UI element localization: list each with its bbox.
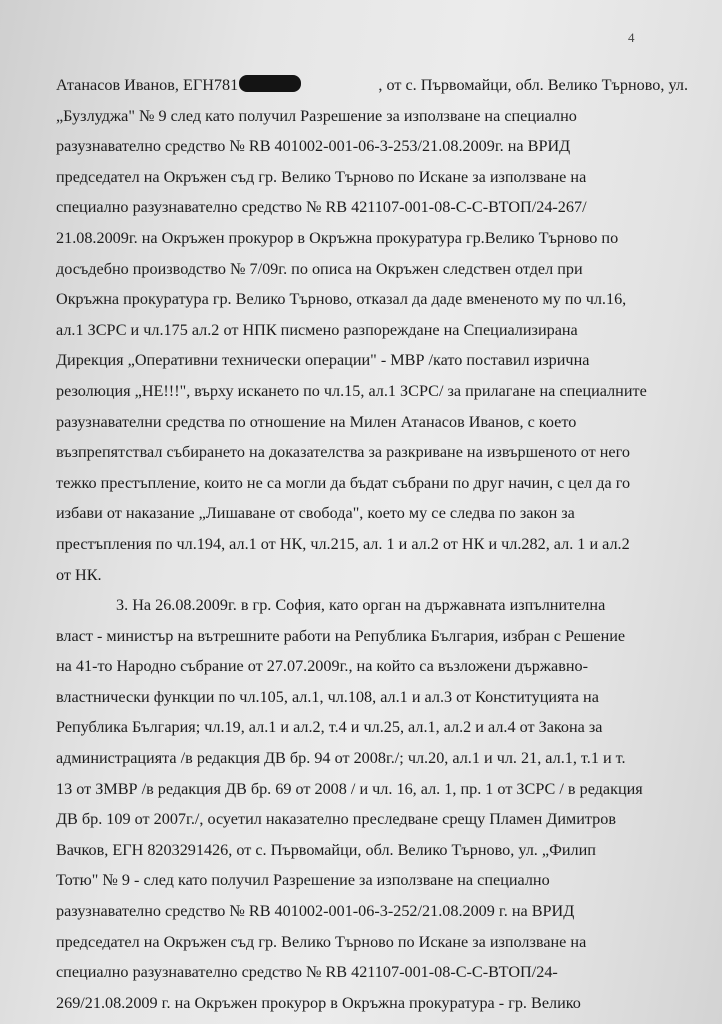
text-line: [56, 70, 688, 101]
text-line-end: , от с. Първомайци, обл. Велико Търново, ул.: [378, 76, 688, 94]
redaction-mark: [239, 75, 301, 92]
text-line: специално разузнавателно средство № RB 421107-001-08-С-С-ВТОП/24-: [56, 963, 558, 982]
text-line: Република България; чл.19, ал.1 и ал.2, т.4 и чл.25, ал.1, ал.2 и ал.4 от Закона за: [56, 718, 603, 737]
text-line: възпрепятствал събирането на доказателства за разкриване на извършеното от него: [56, 443, 630, 462]
text-line: председател на Окръжен съд гр. Велико Търново по Искане за използване на: [56, 932, 587, 951]
text-line: досъдебно производство № 7/09г. по описа на Окръжен следствен отдел при: [56, 259, 583, 278]
text-line: тежко престъпление, които не са могли да бъдат събрани по друг начин, с цел да го: [56, 473, 631, 492]
text-line: „Бузлуджа" № 9 след като получил Разрешение за използване на специално: [56, 106, 577, 125]
page-number: 4: [628, 30, 635, 45]
text-line: резолюция „НЕ!!!", върху искането по чл.15, ал.1 ЗСРС/ за прилагане на специалните: [56, 381, 647, 400]
text-line: ДВ бр. 109 от 2007г./, осуетил наказателно преследване срещу Пламен Димитров: [56, 810, 617, 829]
text-line: от НК.: [56, 565, 102, 584]
text-line: разузнавателно средство № RB 401002-001-06-3-252/21.08.2009 г. на ВРИД: [56, 902, 575, 921]
text-line: разузнавателни средства по отношение на Милен Атанасов Иванов, с което: [56, 412, 577, 431]
text-line: избави от наказание „Лишаване от свобода", което му се следва по закон за: [56, 504, 575, 523]
text-line: на 41-то Народно събрание от 27.07.2009г., на който са възложени държавно-: [56, 657, 589, 676]
text-line: администрацията /в редакция ДВ бр. 94 от 2008г./; чл.20, ал.1 и чл. 21, ал.1, т.1 и т.: [56, 749, 626, 768]
text-line: Тотю" № 9 - след като получил Разрешение за използване на специално: [56, 871, 550, 890]
text-line: Окръжна прокуратура гр. Велико Търново, отказал да даде вмененото му по чл.16,: [56, 290, 627, 309]
text-line: Вачков, ЕГН 8203291426, от с. Първомайци, обл. Велико Търново, ул. „Филип: [56, 840, 596, 859]
text-line: специално разузнавателно средство № RB 421107-001-08-С-С-ВТОП/24-267/: [56, 198, 587, 217]
text-line: разузнавателно средство № RB 401002-001-06-3-253/21.08.2009г. на ВРИД: [56, 137, 571, 156]
text-line: 21.08.2009г. на Окръжен прокурор в Окръжна прокуратура гр.Велико Търново по: [56, 228, 619, 247]
text-line: 13 от ЗМВР /в редакция ДВ бр. 69 от 2008 / и чл. 16, ал. 1, пр. 1 от ЗСРС / в редакция: [56, 779, 643, 798]
text-line: престъпления по чл.194, ал.1 от НК, чл.215, ал. 1 и ал.2 от НК и чл.282, ал. 1 и ал.2: [56, 534, 630, 553]
text-line-start: Атанасов Иванов, ЕГН781: [56, 70, 301, 101]
text-line: Дирекция „Оперативни технически операции" - МВР /като поставил изрична: [56, 351, 590, 370]
text-line: 269/21.08.2009 г. на Окръжен прокурор в Окръжна прокуратура - гр. Велико: [56, 993, 581, 1012]
text-line: 3. На 26.08.2009г. в гр. София, като орган на държавната изпълнителна: [116, 596, 606, 615]
text-line: председател на Окръжен съд гр. Велико Търново по Искане за използване на: [56, 167, 587, 186]
text-line: властнически функции по чл.105, ал.1, чл.108, ал.1 и ал.3 от Конституцията на: [56, 687, 599, 706]
document-body: [56, 70, 688, 1018]
text-line: власт - министър на вътрешните работи на Република България, избран с Решение: [56, 626, 626, 645]
text-line: ал.1 ЗСРС и чл.175 ал.2 от НПК писмено разпореждане на Специализирана: [56, 320, 578, 339]
